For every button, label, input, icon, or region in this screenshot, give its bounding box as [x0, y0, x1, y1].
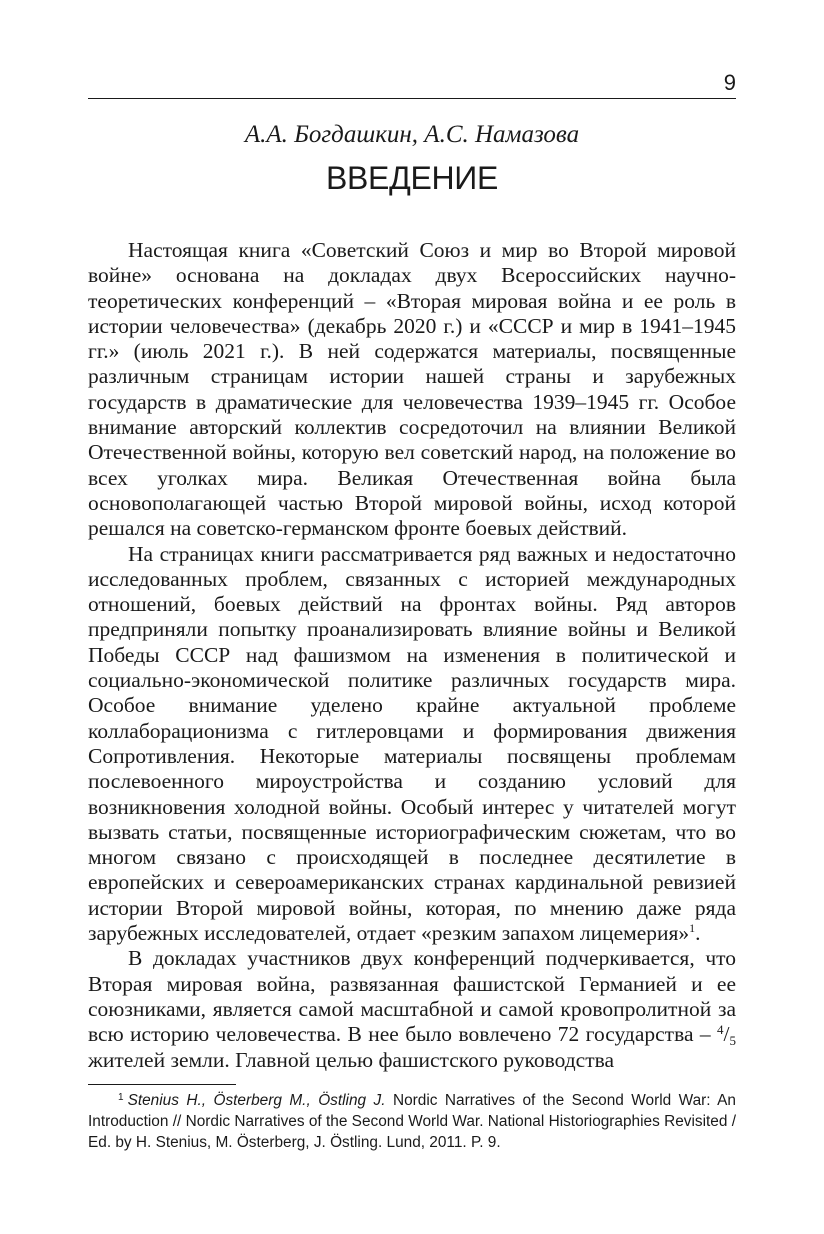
article-authors: А.А. Богдашкин, А.С. Намазова [244, 121, 580, 148]
paragraph-2 [88, 542, 736, 947]
body-text [88, 238, 736, 1073]
fraction-numerator: 4 [717, 1022, 724, 1038]
article-title: ВВЕДЕНИЕ [325, 160, 499, 196]
paragraph-3-start: В докладах участников двух конференций подчеркивается, что Вторая мировая война, развязанная фашистской Германией и ее союзниками, является самой масштабной и самой кровопролитной за всю историю человечества. В нее было вовлечено 72 государства – [88, 946, 736, 1047]
paragraph-3 [88, 946, 736, 1072]
footnote [88, 1090, 736, 1153]
paragraph-2-text: На страницах книги рассматривается ряд важных и недостаточно исследованных проблем, связанных с историей международных отношений, боевых действий на фронтах войны. Ряд авторов предприняли попытку проанализировать влияние войны и Великой Победы СССР над фашизмом на изменения в политической и социально-экономической политике различных государств мира. Особое внимание уделено крайне актуальной проблеме коллаборационизма с гитлеровцами и формирования движения Сопротивления. Некоторые материалы посвящены проблемам послевоенного мироустройства и созданию условий для возникновения холодной войны. Особый интерес у читателей могут вызвать статьи, посвященные историографическим сюжетам, что во многом связано с происходящей в последнее десятилетие в европейских и североамериканских странах кардинальной ревизией истории Второй мировой войны, которая, по мнению даже ряда зарубежных исследователей, отдает «резким запахом лицемерия» [88, 541, 736, 946]
footnote-text: Nordic Narratives of the Second World War: An Introduction // Nordic Narratives of the Second World War. National Historiographies Revisited / Ed. by H. Stenius, M. Österberg, J. Östling. Lund, 2011. P. 9. [88, 1092, 736, 1151]
running-header [88, 68, 736, 99]
page-number: 9 [723, 70, 736, 95]
fraction-denominator: 5 [729, 1033, 736, 1049]
footnote-number: 1 [118, 1092, 124, 1103]
footnote-authors: Stenius H., Österberg M., Östling J. [127, 1092, 386, 1109]
paragraph-2-end: . [695, 921, 701, 946]
paragraph-3-end: жителей земли. Главной целью фашистского руководства [88, 1047, 615, 1072]
fraction-slash: / [723, 1022, 730, 1047]
footnote-reference[interactable]: 1 [689, 920, 696, 935]
paragraph-1: Настоящая книга «Советский Союз и мир во Второй мировой войне» основана на докладах двух Всероссийских научно-теоретических конференций – «Вторая мировая война и ее роль в истории человечества» (декабрь 2020 г.) и «СССР и мир в 1941–1945 гг.» (июль 2021 г.). В ней содержатся материалы, посвященные различным страницам истории нашей страны и зарубежных государств в драматические для человечества 1939–1945 гг. Особое внимание авторский коллектив сосредоточил на влиянии Великой Отечественной войны, которую вел советский народ, на положение во всех уголках мира. Великая Отечественная война была основополагающей частью Второй мировой войны, исход которой решался на советско-германском фронте боевых действий. [88, 238, 736, 541]
footnote-divider [88, 1084, 236, 1085]
